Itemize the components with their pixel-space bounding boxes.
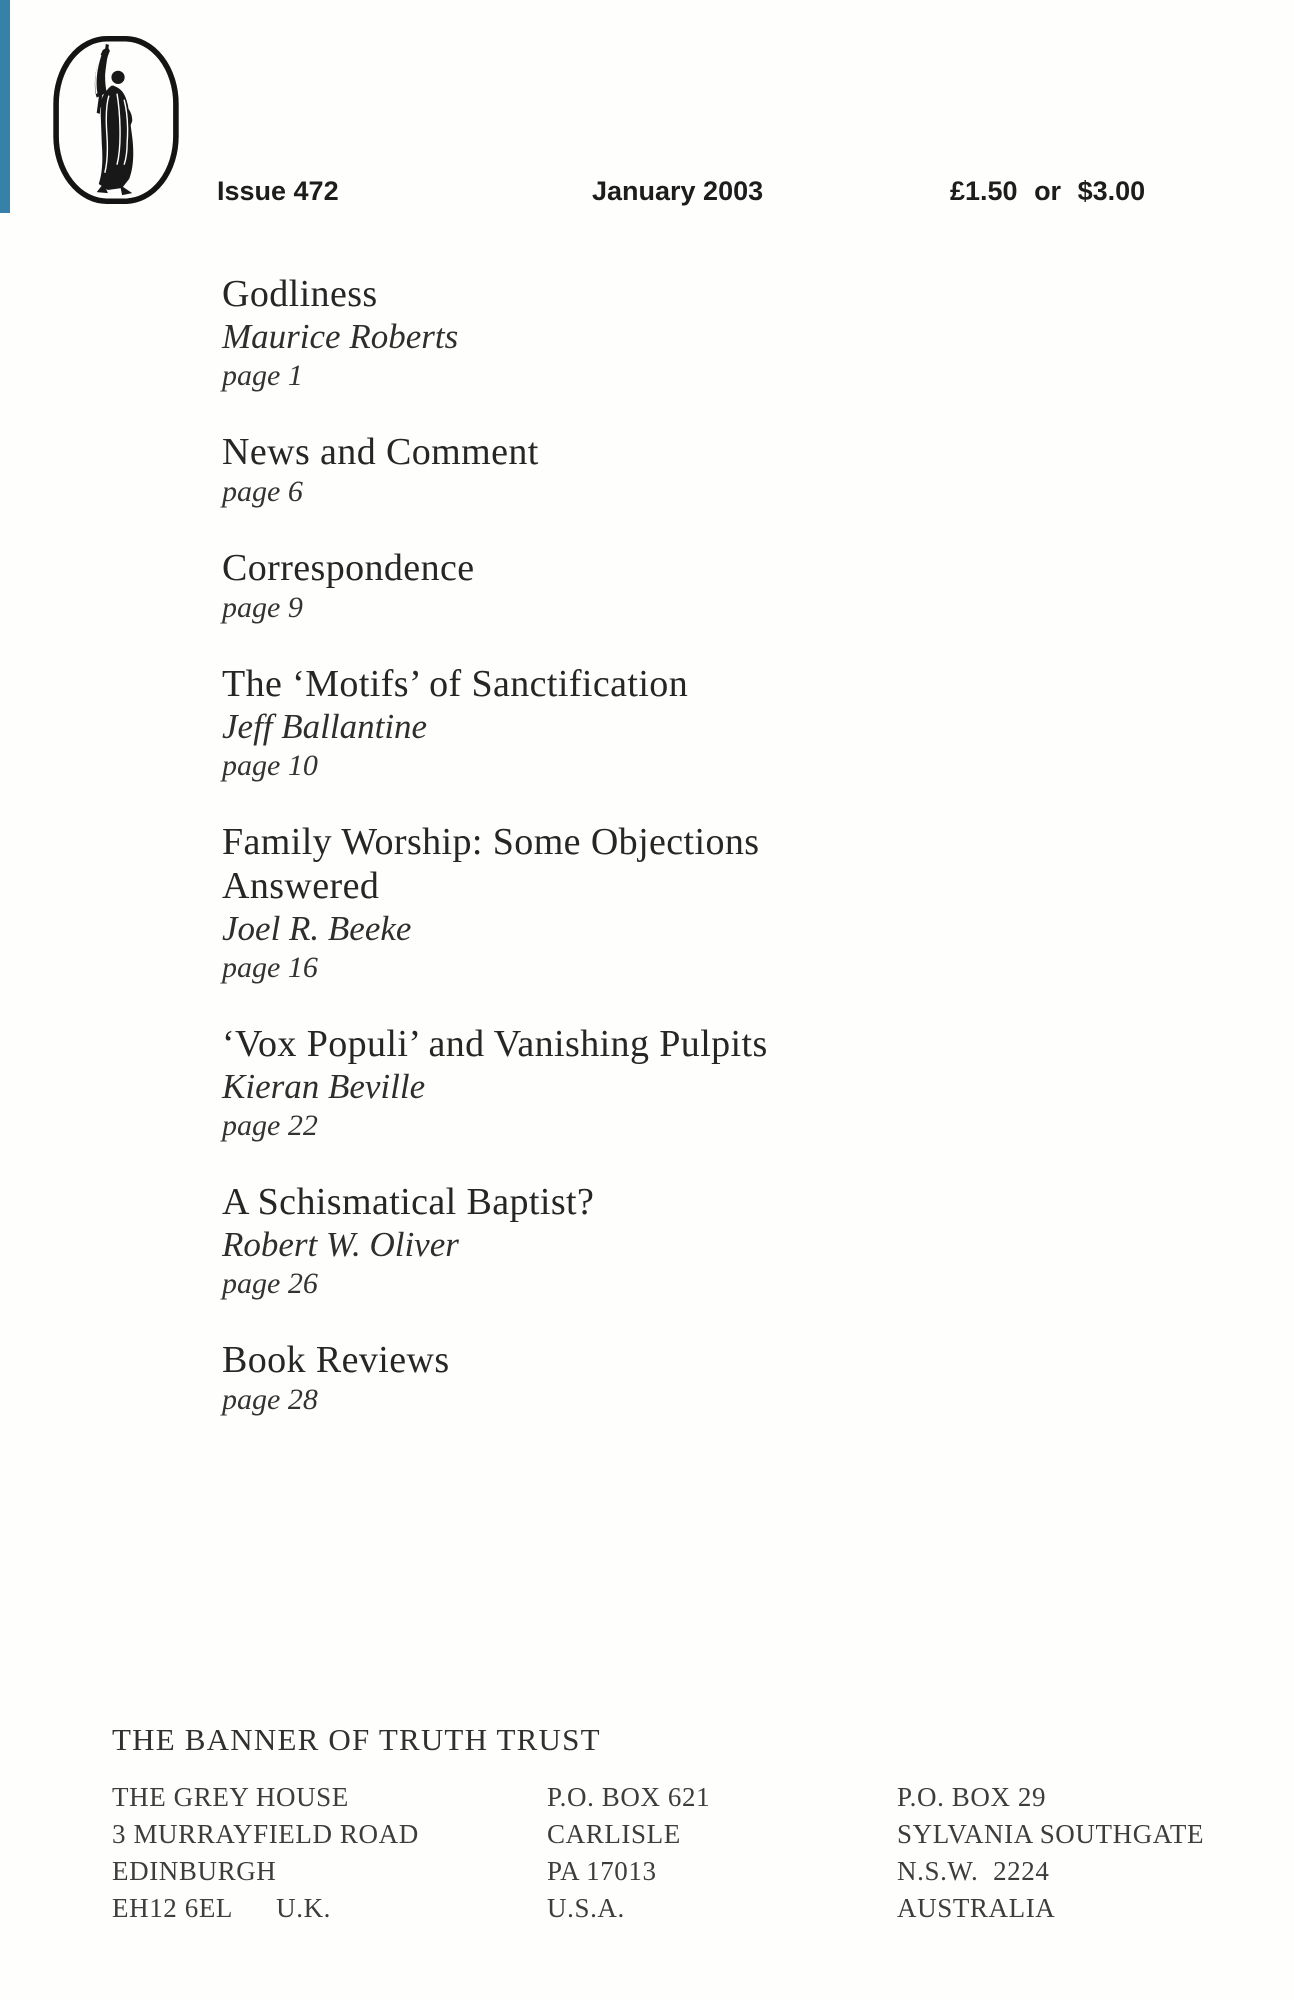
article-page-ref: page 16 [222, 951, 318, 984]
banner-figure-icon [50, 32, 182, 208]
publisher-name: THE BANNER OF TRUTH TRUST [112, 1722, 601, 1757]
article-page-ref: page 28 [222, 1383, 318, 1416]
article-page-ref: page 6 [222, 475, 303, 508]
address-line: PA 17013 [547, 1856, 657, 1886]
article-author: Kieran Beville [222, 1067, 426, 1106]
article-title-line-2: Answered [222, 865, 380, 907]
article-page-ref: page 10 [222, 749, 318, 782]
article-title: Correspondence [222, 547, 475, 589]
address-australia [897, 1779, 1204, 1927]
article-page-ref: page 9 [222, 591, 303, 624]
address-line: EH12 6EL U.K. [112, 1893, 332, 1923]
article-title: The ‘Motifs’ of Sanctification [222, 663, 689, 705]
address-line: SYLVANIA SOUTHGATE [897, 1819, 1205, 1849]
article-title: Book Reviews [222, 1339, 450, 1381]
issue-date: January 2003 [592, 176, 764, 206]
address-line: 3 MURRAYFIELD ROAD [112, 1819, 419, 1849]
article-author: Robert W. Oliver [222, 1225, 459, 1264]
toc-entry-book-reviews [222, 1338, 862, 1418]
article-title: Godliness [222, 273, 378, 315]
address-line: U.S.A. [547, 1893, 625, 1923]
address-line: N.S.W. 2224 [897, 1856, 1050, 1886]
article-title: A Schismatical Baptist? [222, 1181, 595, 1223]
article-author: Jeff Ballantine [222, 707, 428, 746]
article-title-line-1: Family Worship: Some Objections [222, 821, 760, 863]
address-line: AUSTRALIA [897, 1893, 1056, 1923]
article-page-ref: page 26 [222, 1267, 318, 1300]
address-line: EDINBURGH [112, 1856, 277, 1886]
toc-entry-motifs-of-sanctification [222, 662, 862, 784]
scanned-cover-edge-accent [0, 0, 10, 213]
article-title: News and Comment [222, 431, 539, 473]
toc-entry-news-and-comment [222, 430, 862, 510]
address-line: THE GREY HOUSE [112, 1782, 349, 1812]
issue-price: £1.50 or $3.00 [950, 176, 1146, 206]
table-of-contents [222, 272, 862, 1454]
address-line: P.O. BOX 29 [897, 1782, 1047, 1812]
address-line: P.O. BOX 621 [547, 1782, 711, 1812]
article-page-ref: page 1 [222, 359, 303, 392]
address-uk [112, 1779, 419, 1927]
toc-entry-godliness [222, 272, 862, 394]
toc-entry-correspondence [222, 546, 862, 626]
article-page-ref: page 22 [222, 1109, 318, 1142]
toc-entry-vox-populi [222, 1022, 862, 1144]
article-author: Joel R. Beeke [222, 909, 412, 948]
article-title: ‘Vox Populi’ and Vanishing Pulpits [222, 1023, 768, 1065]
toc-entry-family-worship [222, 820, 862, 986]
banner-of-truth-logo [50, 32, 182, 208]
address-line: CARLISLE [547, 1819, 681, 1849]
address-usa [547, 1779, 710, 1927]
issue-number: Issue 472 [217, 176, 339, 206]
article-author: Maurice Roberts [222, 317, 459, 356]
toc-entry-schismatical-baptist [222, 1180, 862, 1302]
